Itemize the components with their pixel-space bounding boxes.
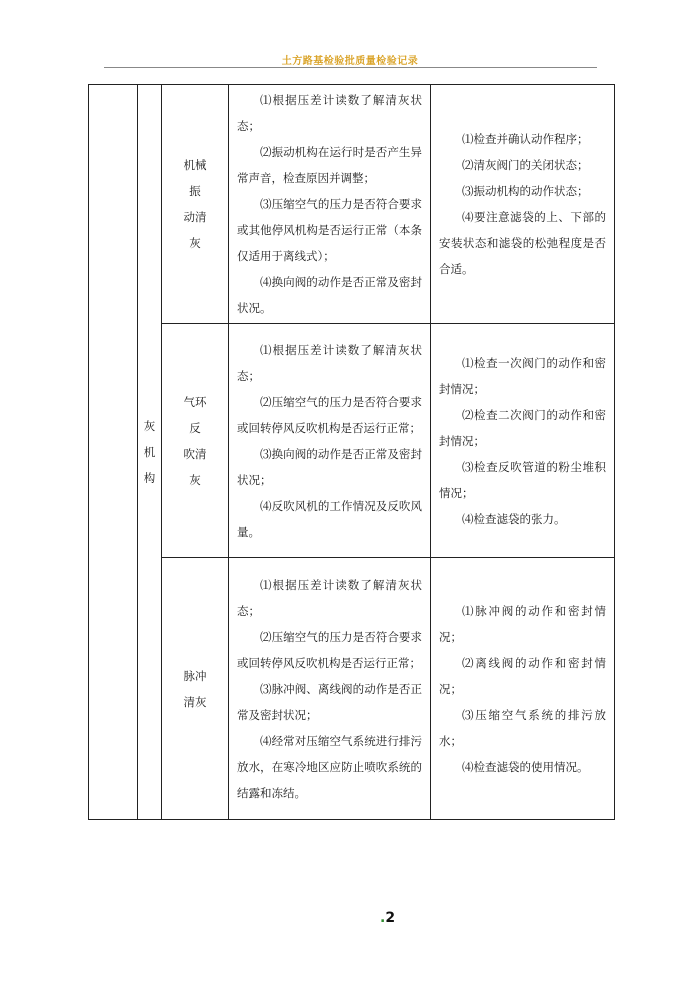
table-row (89, 558, 615, 820)
check-item: ⑴脉冲阀的动作和密封情况； (439, 603, 606, 644)
method-text: 灰 (189, 472, 201, 487)
category-char: 机 (143, 445, 156, 459)
method-text: 机械 (183, 158, 207, 172)
operation-item: ⑶换向阀的动作是否正常及密封状况； (237, 446, 422, 487)
operation-item: ⑷换向阀的动作是否正常及密封状况。 (237, 275, 422, 315)
operation-cell (229, 85, 431, 324)
page-number (380, 910, 395, 926)
operation-item: ⑴根据压差计读数了解清灰状态； (237, 342, 422, 383)
check-item: ⑶振动机构的动作状态； (462, 184, 589, 198)
check-item: ⑷检查滤袋的使用情况。 (462, 759, 589, 774)
operation-item: ⑵振动机构在运行时是否产生异常声音，检查原因并调整； (237, 145, 422, 185)
category-char: 灰 (143, 419, 156, 433)
check-cell (431, 85, 615, 324)
category-char: 构 (143, 471, 156, 485)
blank-left-cell (89, 85, 138, 820)
operation-item: ⑵压缩空气的压力是否符合要求或回转停风反吹机构是否运行正常； (237, 629, 422, 670)
check-item: ⑵清灰阀门的关闭状态； (462, 158, 589, 172)
page-number-value: 2 (385, 910, 396, 926)
check-item: ⑴检查一次阀门的动作和密封情况； (439, 355, 606, 396)
check-cell (431, 558, 615, 820)
operation-item: ⑴根据压差计读数了解清灰状态； (237, 93, 422, 133)
operation-item: ⑷经常对压缩空气系统进行排污放水，在寒冷地区应防止喷吹系统的结露和冻结。 (237, 733, 422, 800)
operation-cell (229, 558, 431, 820)
category-cell (138, 85, 162, 820)
operation-item: ⑵压缩空气的压力是否符合要求或回转停风反吹机构是否运行正常； (237, 394, 422, 435)
table-row (89, 85, 615, 324)
check-item: ⑷检查滤袋的张力。 (462, 511, 566, 526)
check-item: ⑵离线阀的动作和密封情况； (439, 655, 606, 696)
operation-item: ⑴根据压差计读数了解清灰状态； (237, 577, 422, 618)
check-cell (431, 324, 615, 558)
operation-item: ⑶脉冲阀、离线阀的动作是否正常及密封状况； (237, 681, 422, 722)
method-text: 气环 (183, 394, 207, 409)
method-text: 动清 (183, 210, 207, 224)
operation-cell (229, 324, 431, 558)
method-text: 振 (189, 184, 201, 198)
method-text: 灰 (189, 236, 201, 250)
inspection-table (88, 84, 615, 820)
method-text: 清灰 (183, 694, 207, 709)
page-header-title: 土方路基检验批质量检验记录 (281, 56, 419, 67)
method-text: 吹清 (183, 446, 207, 461)
check-item: ⑶检查反吹管道的粉尘堆积情况； (439, 459, 606, 500)
page-number-dot: . (380, 910, 386, 926)
method-cell (162, 558, 229, 820)
check-item: ⑵检查二次阀门的动作和密封情况； (439, 407, 606, 448)
operation-item: ⑶压缩空气的压力是否符合要求或其他停风机构是否运行正常（本条仅适用于离线式）； (237, 197, 422, 263)
method-cell (162, 85, 229, 324)
table-row (89, 324, 615, 558)
method-cell (162, 324, 229, 558)
method-text: 脉冲 (183, 668, 207, 683)
header-divider (104, 67, 597, 68)
operation-item: ⑷反吹风机的工作情况及反吹风量。 (237, 498, 422, 539)
check-item: ⑷要注意滤袋的上、下部的安装状态和滤袋的松弛程度是否合适。 (439, 210, 606, 276)
check-item: ⑶压缩空气系统的排污放水； (439, 707, 606, 748)
check-item: ⑴检查并确认动作程序； (462, 132, 589, 146)
method-text: 反 (189, 420, 201, 435)
